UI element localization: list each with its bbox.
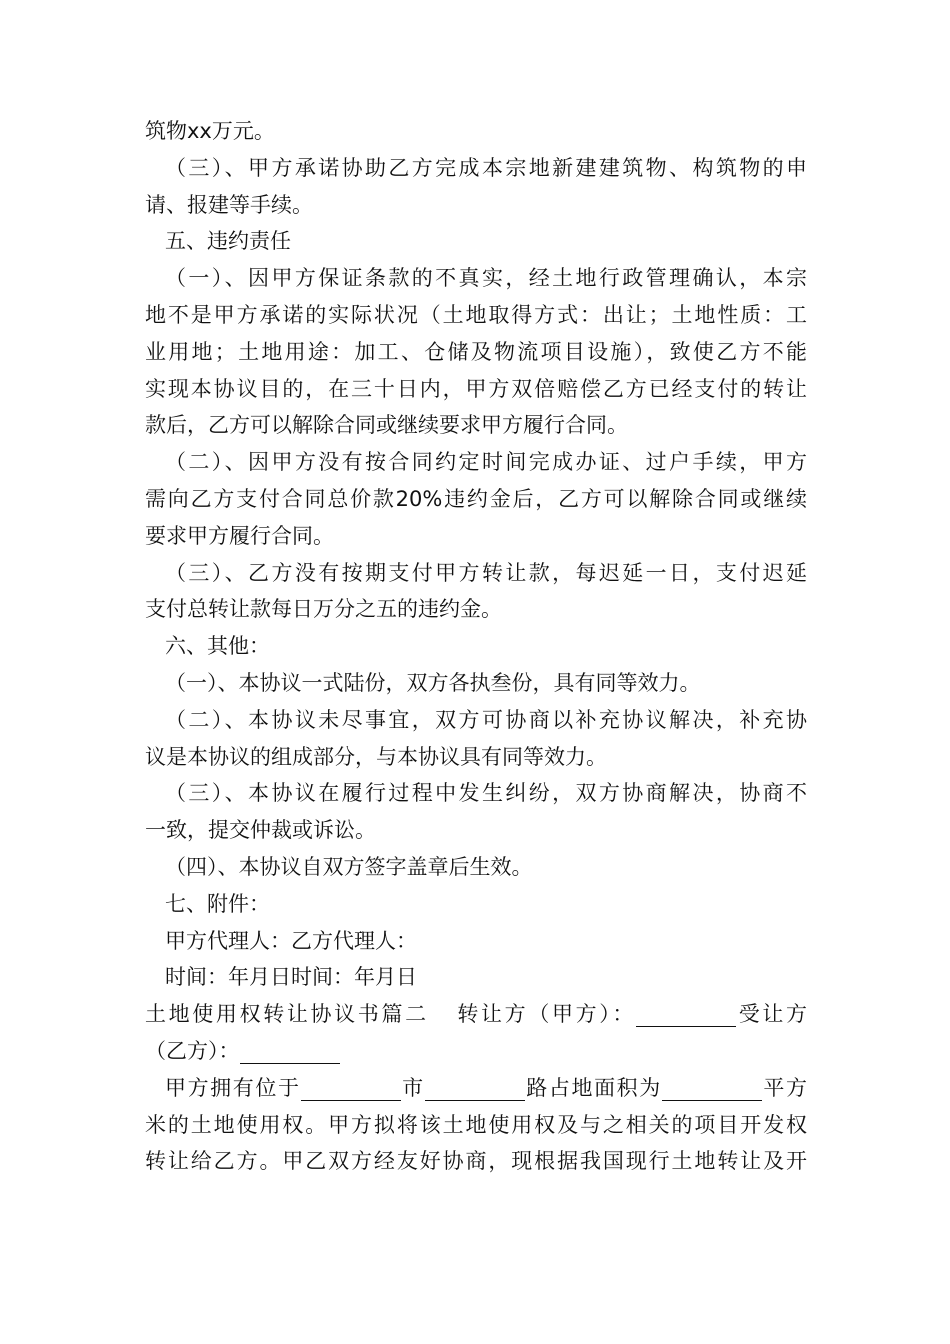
city-blank [301,1074,401,1101]
text-line: （一）、本协议一式陆份，双方各执叁份，具有同等效力。 [165,670,701,695]
area-blank [662,1074,762,1101]
section-heading: 五、违约责任 [165,229,291,254]
unit-text: 平方 [761,1075,807,1100]
text-line: （四）、本协议自双方签字盖章后生效。 [165,854,533,879]
document-body [145,113,807,1180]
section-heading: 七、附件： [165,891,270,916]
text-line: 一致，提交仲裁或诉讼。 [145,818,376,843]
text-line [145,1070,807,1107]
area-text: 路占地面积为 [524,1075,662,1100]
article-title: 土地使用权转让协议书篇二 [145,1002,429,1027]
city-text: 市 [400,1075,425,1100]
text-line: 米的土地使用权。甲方拟将该土地使用权及与之相关的项目开发权 [145,1112,807,1137]
text-line [145,1033,807,1070]
transferee-label-cont: （乙方）： [145,1038,240,1063]
article-title-line [145,996,807,1033]
transferee-label: 受让方 [736,1002,807,1027]
transferee-blank [240,1037,340,1064]
text-line: 款后，乙方可以解除合同或继续要求甲方履行合同。 [145,413,628,438]
text-line: 请、报建等手续。 [145,192,313,217]
text-line: 要求甲方履行合同。 [145,523,334,548]
text-line: 甲方代理人：乙方代理人： [165,928,417,953]
text-line: （三）、甲方承诺协助乙方完成本宗地新建建筑物、构筑物的申 [165,155,807,180]
section-heading: 六、其他： [165,634,270,659]
transferor-label: 转让方（甲方）： [454,1002,637,1027]
transferor-blank [636,1000,736,1027]
text-line: （二）、因甲方没有按合同约定时间完成办证、过户手续，甲方 [165,450,807,475]
text-line: （二）、本协议未尽事宜，双方可协商以补充协议解决，补充协 [165,707,807,732]
text-line: （三）、乙方没有按期支付甲方转让款，每迟延一日，支付迟延 [165,560,807,585]
text-line: 支付总转让款每日万分之五的违约金。 [145,597,502,622]
location-text: 甲方拥有位于 [165,1075,301,1100]
text-line: 业用地；土地用途：加工、仓储及物流项目设施），致使乙方不能 [145,339,807,364]
text-line: 需向乙方支付合同总价款20%违约金后，乙方可以解除合同或继续 [145,486,807,511]
text-line: 时间：年月日时间：年月日 [165,965,417,990]
text-line: （一）、因甲方保证条款的不真实，经土地行政管理确认，本宗 [165,266,807,291]
text-line: 实现本协议目的，在三十日内，甲方双倍赔偿乙方已经支付的转让 [145,376,807,401]
text-line: （三）、本协议在履行过程中发生纠纷，双方协商解决，协商不 [165,781,807,806]
road-blank [425,1074,525,1101]
text-line: 地不是甲方承诺的实际状况（土地取得方式：出让；土地性质：工 [145,302,807,327]
text-line: 转让给乙方。甲乙双方经友好协商，现根据我国现行土地转让及开 [145,1149,807,1174]
text-line: 筑物xx万元。 [145,119,275,143]
text-line: 议是本协议的组成部分，与本协议具有同等效力。 [145,744,607,769]
